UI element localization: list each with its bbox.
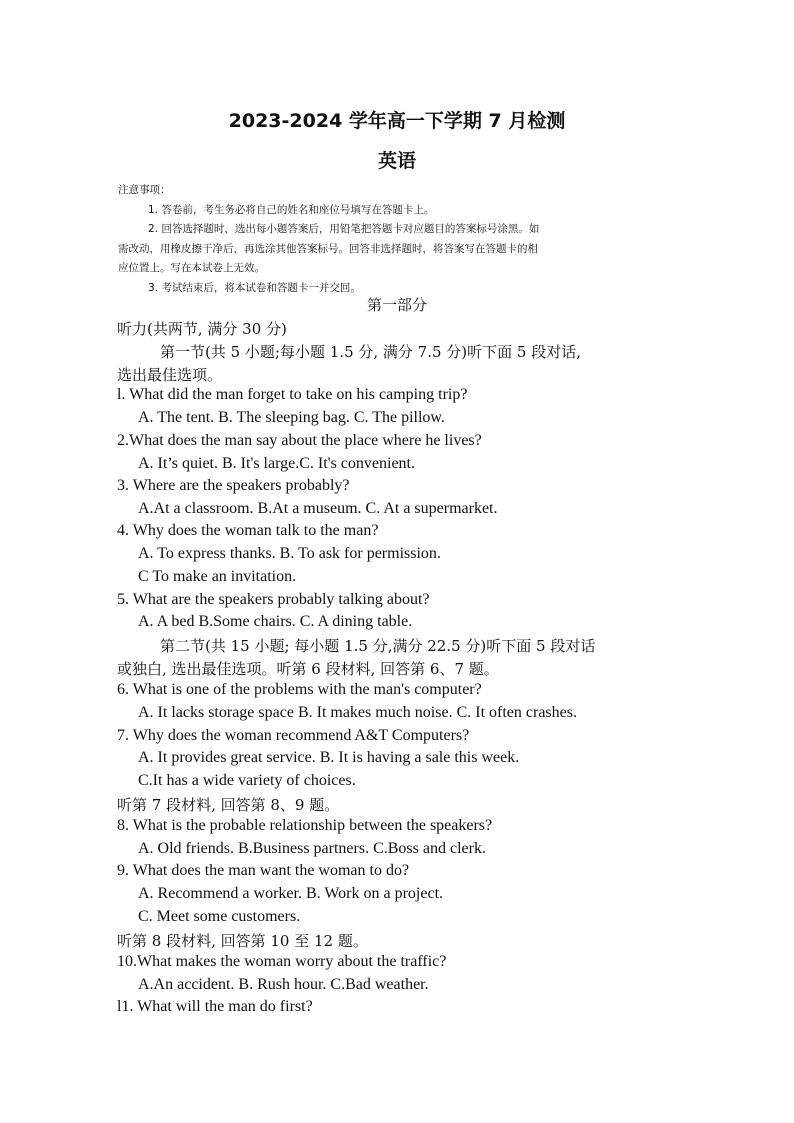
question-1-options: A. The tent. B. The sleeping bag. C. The pillow. <box>138 409 445 426</box>
question-3: 3. Where are the speakers probably? <box>117 477 350 494</box>
instruction-2-cont: 需改动，用橡皮擦干净后，再选涂其他答案标号。回答非选择题时，将答案写在答题卡的相 <box>118 242 538 255</box>
exam-title: 2023-2024 学年高一下学期 7 月检测 <box>228 110 566 132</box>
question-7: 7. Why does the woman recommend A&T Computers? <box>117 727 470 744</box>
question-5: 5. What are the speakers probably talking about? <box>117 591 430 608</box>
question-2: 2.What does the man say about the place where he lives? <box>117 432 482 449</box>
question-5-options: A. A bed B.Some chairs. C. A dining table. <box>138 613 413 630</box>
question-8: 8. What is the probable relationship between the speakers? <box>117 817 493 834</box>
question-4-options-cont: C To make an invitation. <box>138 568 297 585</box>
question-6-options: A. It lacks storage space B. It makes much noise. C. It often crashes. <box>138 704 577 721</box>
question-9-options: A. Recommend a worker. B. Work on a project. <box>138 885 444 902</box>
question-9: 9. What does the man want the woman to do? <box>117 862 410 879</box>
question-6: 6. What is one of the problems with the man's computer? <box>117 681 482 698</box>
question-8-options: A. Old friends. B.Business partners. C.Boss and clerk. <box>138 840 486 857</box>
question-7-options-cont: C.It has a wide variety of choices. <box>138 772 356 789</box>
instruction-1: 1. 答卷前，考生务必将自己的姓名和座位号填写在答题卡上。 <box>148 203 435 216</box>
instruction-2-end: 应位置上。写在本试卷上无效。 <box>118 262 265 274</box>
material-7-heading: 听第 7 段材料, 回答第 8、9 题。 <box>117 796 340 814</box>
question-11: l1. What will the man do first? <box>117 998 313 1015</box>
question-10-options: A.An accident. B. Rush hour. C.Bad weather. <box>138 976 429 993</box>
material-8-heading: 听第 8 段材料, 回答第 10 至 12 题。 <box>117 932 368 950</box>
part-one-label: 第一部分 <box>366 296 427 314</box>
subject-title: 英语 <box>377 150 416 172</box>
instruction-3: 3. 考试结束后，将本试卷和答题卡一并交回。 <box>148 281 361 294</box>
instructions <box>118 181 678 298</box>
section-one-intro-cont: 选出最佳选项。 <box>117 366 223 384</box>
question-3-options: A.At a classroom. B.At a museum. C. At a supermarket. <box>138 500 498 517</box>
section-two-intro: 第二节(共 15 小题; 每小题 1.5 分,满分 22.5 分)听下面 5 段对话 <box>160 637 596 655</box>
question-1: l. What did the man forget to take on his camping trip? <box>117 386 468 403</box>
instructions-heading: 注意事项： <box>118 184 171 196</box>
question-9-options-cont: C. Meet some customers. <box>138 908 301 925</box>
section-one-intro: 第一节(共 5 小题;每小题 1.5 分, 满分 7.5 分)听下面 5 段对话, <box>160 343 582 361</box>
question-4-options: A. To express thanks. B. To ask for permission. <box>138 545 441 562</box>
listening-heading: 听力(共两节, 满分 30 分) <box>117 320 287 338</box>
question-10: 10.What makes the woman worry about the traffic? <box>117 953 447 970</box>
question-7-options: A. It provides great service. B. It is having a sale this week. <box>138 749 520 766</box>
question-2-options: A. It’s quiet. B. It's large.C. It's convenient. <box>138 455 415 472</box>
instruction-2: 2. 回答选择题时，选出每小题答案后，用铅笔把答题卡对应题目的答案标号涂黑。如 <box>148 223 540 235</box>
section-two-intro-cont: 或独白, 选出最佳选项。听第 6 段材料, 回答第 6、7 题。 <box>117 660 499 678</box>
question-4: 4. Why does the woman talk to the man? <box>117 522 379 539</box>
